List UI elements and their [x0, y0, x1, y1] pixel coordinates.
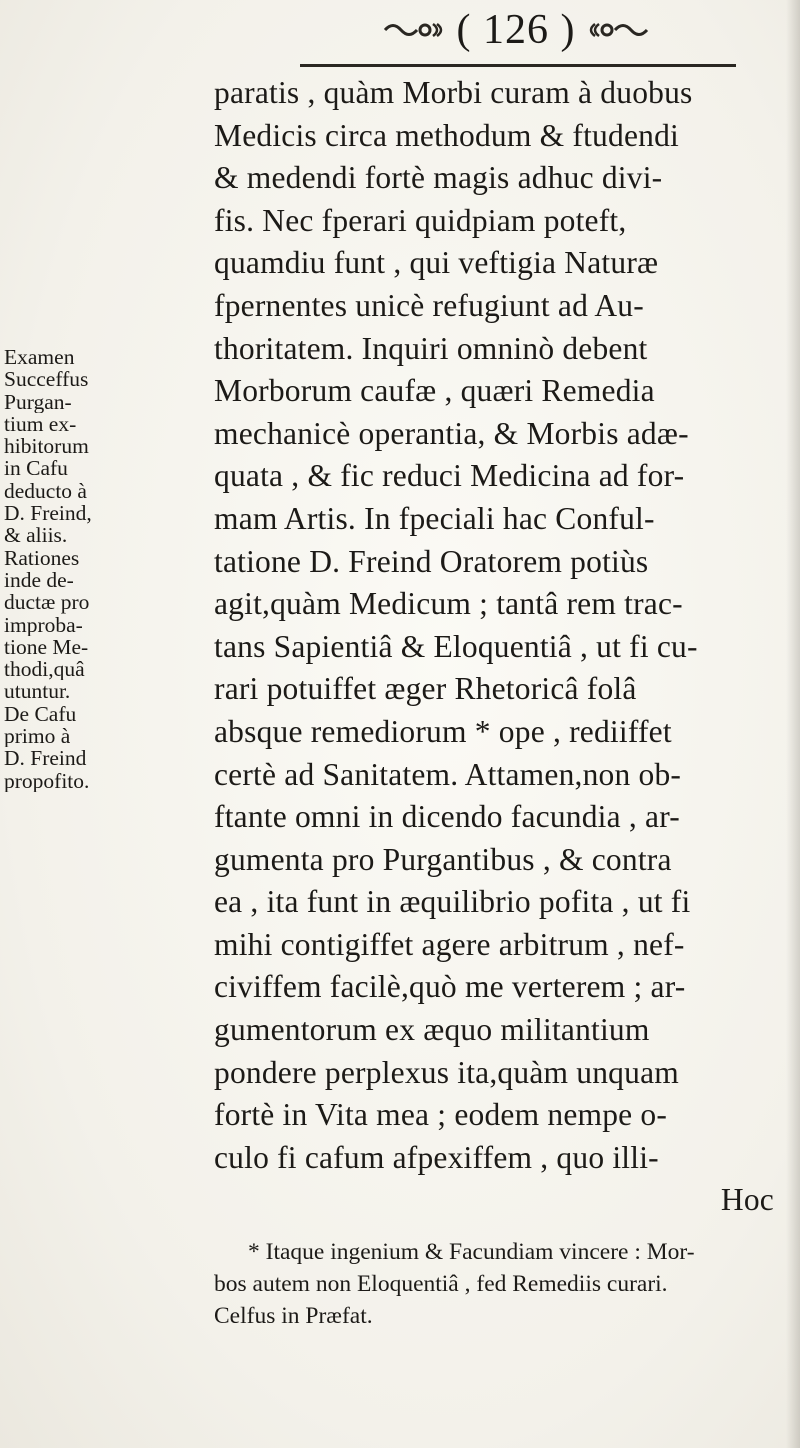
text-line: fpernentes unicè refugiunt ad Au-: [214, 287, 644, 323]
text-line: gumenta pro Purgantibus , & contra: [214, 841, 672, 877]
footnote-line: Celfus in Præfat.: [214, 1303, 373, 1329]
text-line: quata , & fic reduci Medicina ad for-: [214, 458, 685, 494]
text-line: ea , ita funt in æquilibrio pofita , ut fi: [214, 884, 691, 920]
text-line: paratis , quàm Morbi curam à duobus: [214, 75, 693, 110]
margin-line: propofito.: [4, 769, 90, 792]
main-text-block: [214, 72, 780, 1222]
footnote-line: bos autem non Eloquentiâ , fed Remediis curari.: [214, 1271, 668, 1297]
page-number: ( 126 ): [456, 7, 576, 53]
margin-line: improba-: [4, 613, 83, 636]
margin-line: tione Me-: [4, 635, 89, 659]
text-line: thoritatem. Inquiri omninò debent: [214, 330, 648, 366]
left-ornament-icon: [383, 19, 447, 41]
text-line: absque remediorum * ope , rediiffet: [214, 713, 672, 749]
text-line: fis. Nec fperari quidpiam poteft,: [214, 202, 627, 238]
margin-line: Rationes: [4, 546, 80, 569]
right-ornament-icon: [585, 19, 649, 41]
text-line: agit,quàm Medicum ; tantâ rem trac-: [214, 586, 683, 622]
page-edge-shadow: [786, 0, 800, 1448]
text-line: pondere perplexus ita,quàm unquam: [214, 1054, 679, 1090]
text-line: & medendi fortè magis adhuc divi-: [214, 160, 663, 196]
margin-line: Purgan-: [4, 390, 72, 413]
margin-line: D. Freind: [4, 747, 87, 770]
text-line: mechanicè operantia, & Morbis adæ-: [214, 415, 689, 451]
margin-line: ductæ pro: [4, 591, 90, 614]
margin-line: hibitorum: [4, 435, 89, 458]
text-line: gumentorum ex æquo militantium: [214, 1012, 650, 1048]
header-rule: [300, 64, 736, 67]
text-line: mam Artis. In fpeciali hac Conful-: [214, 500, 655, 536]
catchword: Hoc: [720, 1182, 774, 1218]
text-line: culo fi cafum afpexiffem , quo illi-: [214, 1139, 659, 1175]
text-line: mihi contigiffet agere arbitrum , nef-: [214, 926, 685, 962]
text-line: Medicis circa methodum & ftudendi: [214, 117, 679, 153]
text-line: ftante omni in dicendo facundia , ar-: [214, 799, 680, 835]
margin-line: inde de-: [4, 568, 74, 592]
margin-line: thodi,quâ: [4, 658, 85, 681]
text-line: Morborum caufæ , quæri Remedia: [214, 373, 655, 409]
margin-line: D. Freind,: [4, 502, 92, 525]
text-line: quamdiu funt , qui veftigia Naturæ: [214, 245, 659, 281]
margin-line: utuntur.: [4, 680, 71, 703]
margin-note: [4, 346, 208, 792]
text-line: rari potuiffet æger Rhetoricâ folâ: [214, 671, 637, 707]
margin-line: tium ex-: [4, 412, 77, 436]
text-line: certè ad Sanitatem. Attamen,non ob-: [214, 756, 682, 792]
margin-line: De Cafu: [4, 702, 77, 726]
footnote-line: * Itaque ingenium & Facundiam vincere : Mor-: [248, 1239, 695, 1265]
margin-line: deducto à: [4, 479, 87, 503]
margin-line: in Cafu: [4, 457, 68, 480]
text-line: civiffem facilè,quò me verterem ; ar-: [214, 969, 686, 1005]
text-line: fortè in Vita mea ; eodem nempe o-: [214, 1097, 668, 1133]
margin-line: Succeffus: [4, 368, 89, 391]
text-line: tatione D. Freind Oratorem potiùs: [214, 543, 649, 579]
margin-line: & aliis.: [4, 524, 68, 547]
margin-line: primo à: [4, 725, 71, 748]
text-line: tans Sapientiâ & Eloquentiâ , ut fi cu-: [214, 628, 698, 664]
page-header: [296, 2, 736, 58]
margin-line: Examen: [4, 346, 75, 369]
footnote: [214, 1236, 780, 1332]
